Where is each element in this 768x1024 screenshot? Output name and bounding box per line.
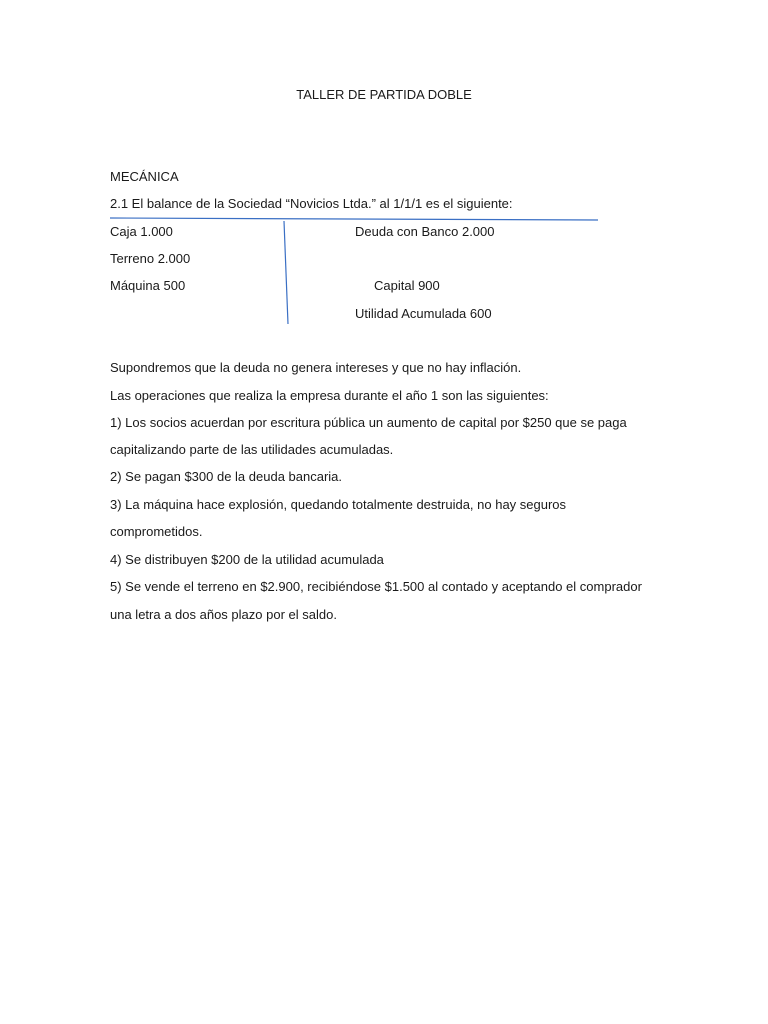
section-heading: MECÁNICA: [110, 169, 179, 184]
operation-line: 5) Se vende el terreno en $2.900, recibiéndose $1.500 al contado y aceptando el comprador: [110, 579, 642, 594]
balance-left-item: Caja 1.000: [110, 224, 173, 239]
operation-line: capitalizando parte de las utilidades acumuladas.: [110, 442, 394, 457]
operation-line: una letra a dos años plazo por el saldo.: [110, 607, 337, 622]
balance-left-item: Máquina 500: [110, 278, 186, 293]
operation-line: 1) Los socios acuerdan por escritura pública un aumento de capital por $250 que se paga: [110, 415, 627, 430]
t-account-horizontal-line: [110, 218, 598, 220]
operation-line: 2) Se pagan $300 de la deuda bancaria.: [110, 469, 343, 484]
balance-right-item: Deuda con Banco 2.000: [355, 224, 495, 239]
operation-line: 3) La máquina hace explosión, quedando totalmente destruida, no hay seguros: [110, 497, 567, 512]
balance-right-item: Utilidad Acumulada 600: [355, 306, 492, 321]
balance-left-item: Terreno 2.000: [110, 251, 191, 266]
t-account-vertical-line: [284, 221, 288, 324]
intro-line: 2.1 El balance de la Sociedad “Novicios Ltda.” al 1/1/1 es el siguiente:: [110, 196, 513, 211]
balance-right-item: Capital 900: [374, 278, 440, 293]
document-title: TALLER DE PARTIDA DOBLE: [296, 87, 472, 102]
operation-line: 4) Se distribuyen $200 de la utilidad acumulada: [110, 552, 384, 567]
paragraph-line: Las operaciones que realiza la empresa durante el año 1 son las siguientes:: [110, 388, 549, 403]
operation-line: comprometidos.: [110, 524, 203, 539]
paragraph-line: Supondremos que la deuda no genera intereses y que no hay inflación.: [110, 360, 522, 375]
